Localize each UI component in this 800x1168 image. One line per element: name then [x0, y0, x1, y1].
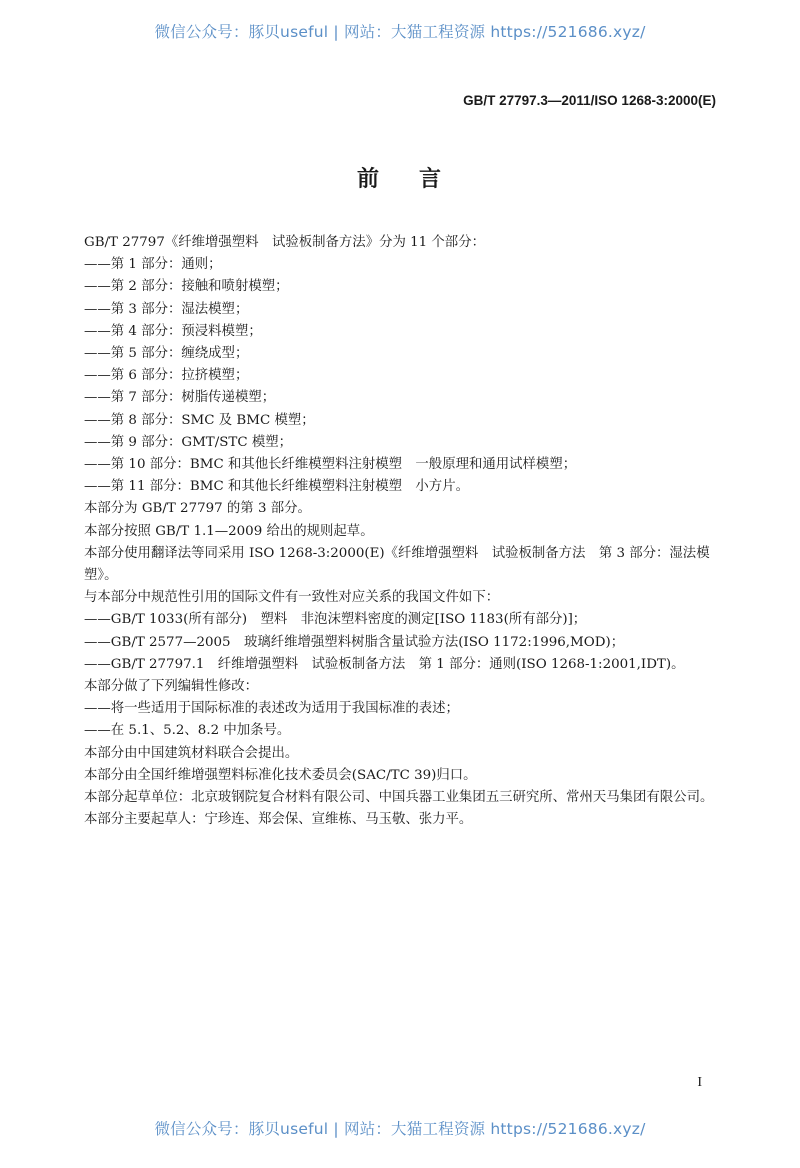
- list-item: ——将一些适用于国际标准的表述改为适用于我国标准的表述；: [84, 701, 459, 717]
- standard-code: GB/T 27797.3—2011/ISO 1268-3:2000(E): [463, 93, 716, 108]
- list-item: ——第 10 部分：BMC 和其他长纤维模塑料注射模塑 一般原理和通用试样模塑；: [84, 457, 577, 473]
- page-title: [0, 162, 800, 193]
- watermark-bottom: 微信公众号：豚贝useful | 网站：大猫工程资源 https://521686.xyz/: [154, 1120, 646, 1138]
- list-item: ——在 5.1、5.2、8.2 中加条号。: [84, 723, 291, 739]
- list-item: ——第 8 部分：SMC 及 BMC 模塑；: [84, 412, 315, 428]
- list-item: ——第 2 部分：接触和喷射模塑；: [84, 279, 289, 295]
- list-item: ——GB/T 2577—2005 玻璃纤维增强塑料树脂含量试验方法(ISO 1172:1996,MOD)；: [84, 634, 625, 650]
- text-line: 本部分做了下列编辑性修改：: [84, 679, 259, 695]
- list-item: ——第 3 部分：湿法模塑；: [84, 301, 249, 317]
- text-line: 本部分由中国建筑材料联合会提出。: [84, 745, 299, 761]
- foreword-body: [84, 232, 724, 831]
- list-item: ——第 4 部分：预浸料模塑；: [84, 323, 262, 339]
- list-item: ——第 6 部分：拉挤模塑；: [84, 368, 249, 384]
- text-line: 本部分主要起草人：宁珍连、郑会保、宣维栋、马玉敬、张力平。: [84, 812, 473, 828]
- text-line: 本部分起草单位：北京玻钢院复合材料有限公司、中国兵器工业集团五三研究所、常州天马集团有限公司。: [84, 790, 714, 806]
- text-line: 本部分按照 GB/T 1.1—2009 给出的规则起草。: [84, 523, 374, 539]
- list-item: ——第 11 部分：BMC 和其他长纤维模塑料注射模塑 小方片。: [84, 479, 469, 495]
- list-item: ——GB/T 27797.1 纤维增强塑料 试验板制备方法 第 1 部分：通则(ISO 1268-1:2001,IDT)。: [84, 656, 685, 672]
- text-line: GB/T 27797《纤维增强塑料 试验板制备方法》分为 11 个部分：: [84, 235, 485, 250]
- text-line: 本部分为 GB/T 27797 的第 3 部分。: [84, 501, 311, 517]
- text-line: 本部分使用翻译法等同采用 ISO 1268-3:2000(E)《纤维增强塑料 试验板制备方法 第 3 部分：湿法模塑》。: [84, 545, 710, 584]
- list-item: ——第 5 部分：缠绕成型；: [84, 346, 249, 362]
- watermark-top: 微信公众号：豚贝useful | 网站：大猫工程资源 https://521686.xyz/: [154, 23, 646, 41]
- title-char-2: 言: [419, 167, 444, 192]
- list-item: ——第 9 部分：GMT/STC 模塑；: [84, 434, 293, 450]
- list-item: ——第 7 部分：树脂传递模塑；: [84, 390, 276, 406]
- page-number: I: [697, 1075, 702, 1090]
- list-item: ——GB/T 1033(所有部分) 塑料 非泡沫塑料密度的测定[ISO 1183(所有部分)]；: [84, 612, 587, 628]
- title-char-1: 前: [356, 167, 381, 192]
- list-item: ——第 1 部分：通则；: [84, 257, 222, 273]
- text-line: 与本部分中规范性引用的国际文件有一致性对应关系的我国文件如下：: [84, 590, 500, 606]
- text-line: 本部分由全国纤维增强塑料标准化技术委员会(SAC/TC 39)归口。: [84, 767, 477, 783]
